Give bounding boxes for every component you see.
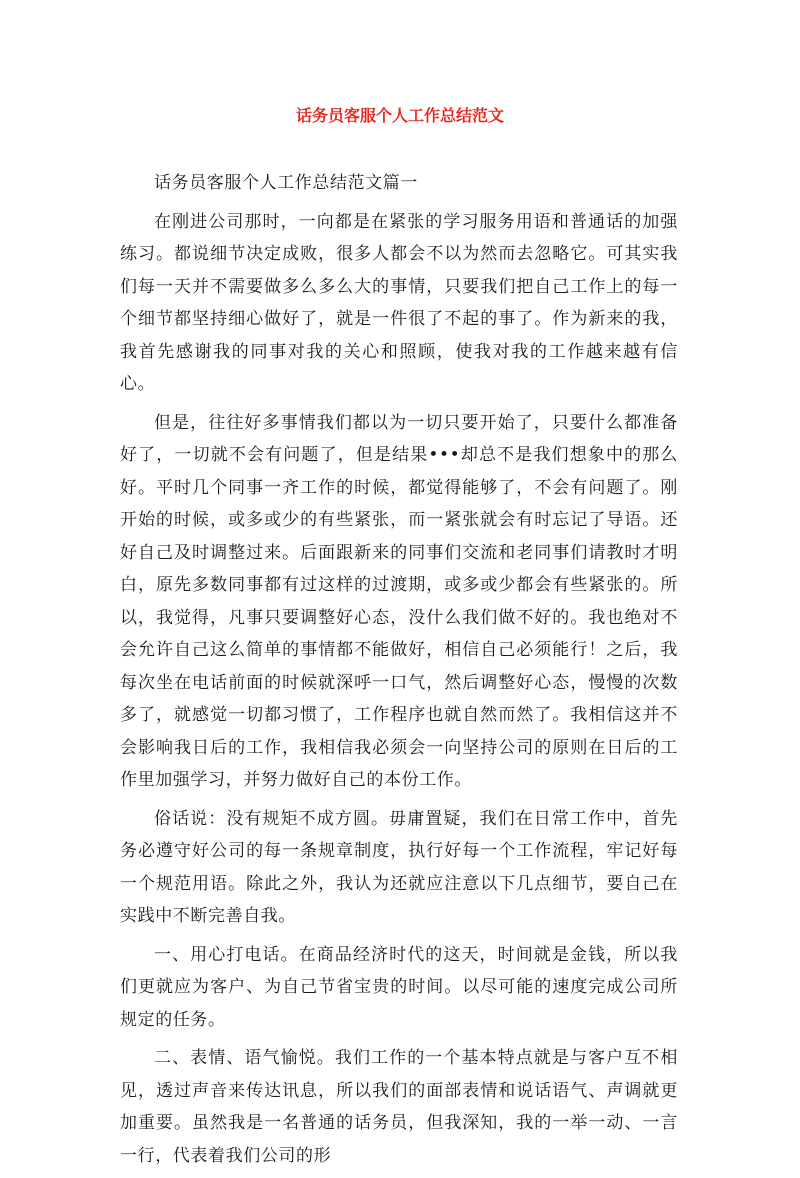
section-heading: 话务员客服个人工作总结范文篇一	[154, 173, 418, 193]
paragraph: 在刚进公司那时，一向都是在紧张的学习服务用语和普通话的加强练习。都说细节决定成败，很多人都会不以为然而去忽略它。可其实我们每一天并不需要做多么多么大的事情，只要我们把自己工作上的每一个细节都坚持细心做好了，就是一件很了不起的事了。作为新来的我，我首先感谢我的同事对我的关心和照顾，使我对我的工作越来越有信心。	[120, 211, 678, 394]
paragraph: 一、用心打电话。在商品经济时代的这天，时间就是金钱，所以我们更就应为客户、为自己节省宝贵的时间。以尽可能的速度完成公司所规定的任务。	[120, 944, 678, 1030]
document-title: 话务员客服个人工作总结范文	[295, 106, 504, 125]
paragraph: 二、表情、语气愉悦。我们工作的一个基本特点就是与客户互不相见，透过声音来传达讯息，所以我们的面部表情和说话语气、声调就更加重要。虽然我是一名普通的话务员，但我深知，我的一举一动、一言一行，代表着我们公司的形	[120, 1048, 678, 1166]
paragraph: 俗话说：没有规矩不成方圆。毋庸置疑，我们在日常工作中，首先务必遵守好公司的每一条规章制度，执行好每一个工作流程，牢记好每一个规范用语。除此之外，我认为还就应注意以下几点细节，要自己在实践中不断完善自我。	[120, 808, 678, 926]
paragraph: 但是，往往好多事情我们都以为一切只要开始了，只要什么都准备好了，一切就不会有问题了，但是结果•••却总不是我们想象中的那么好。平时几个同事一齐工作的时候，都觉得能够了，不会有问题了。刚开始的时候，或多或少的有些紧张，而一紧张就会有时忘记了导语。还好自己及时调整过来。后面跟新来的同事们交流和老同事们请教时才明白，原先多数同事都有过这样的过渡期，或多或少都会有些紧张的。所以，我觉得，凡事只要调整好心态，没什么我们做不好的。我也绝对不会允许自己这么简单的事情都不能做好，相信自己必须能行！之后，我每次坐在电话前面的时候就深呼一口气，然后调整好心态，慢慢的次数多了，就感觉一切都习惯了，工作程序也就自然而然了。我相信这并不会影响我日后的工作，我相信我必须会一向坚持公司的原则在日后的工作里加强学习，并努力做好自己的本份工作。	[120, 412, 678, 790]
document-body	[120, 167, 678, 1178]
